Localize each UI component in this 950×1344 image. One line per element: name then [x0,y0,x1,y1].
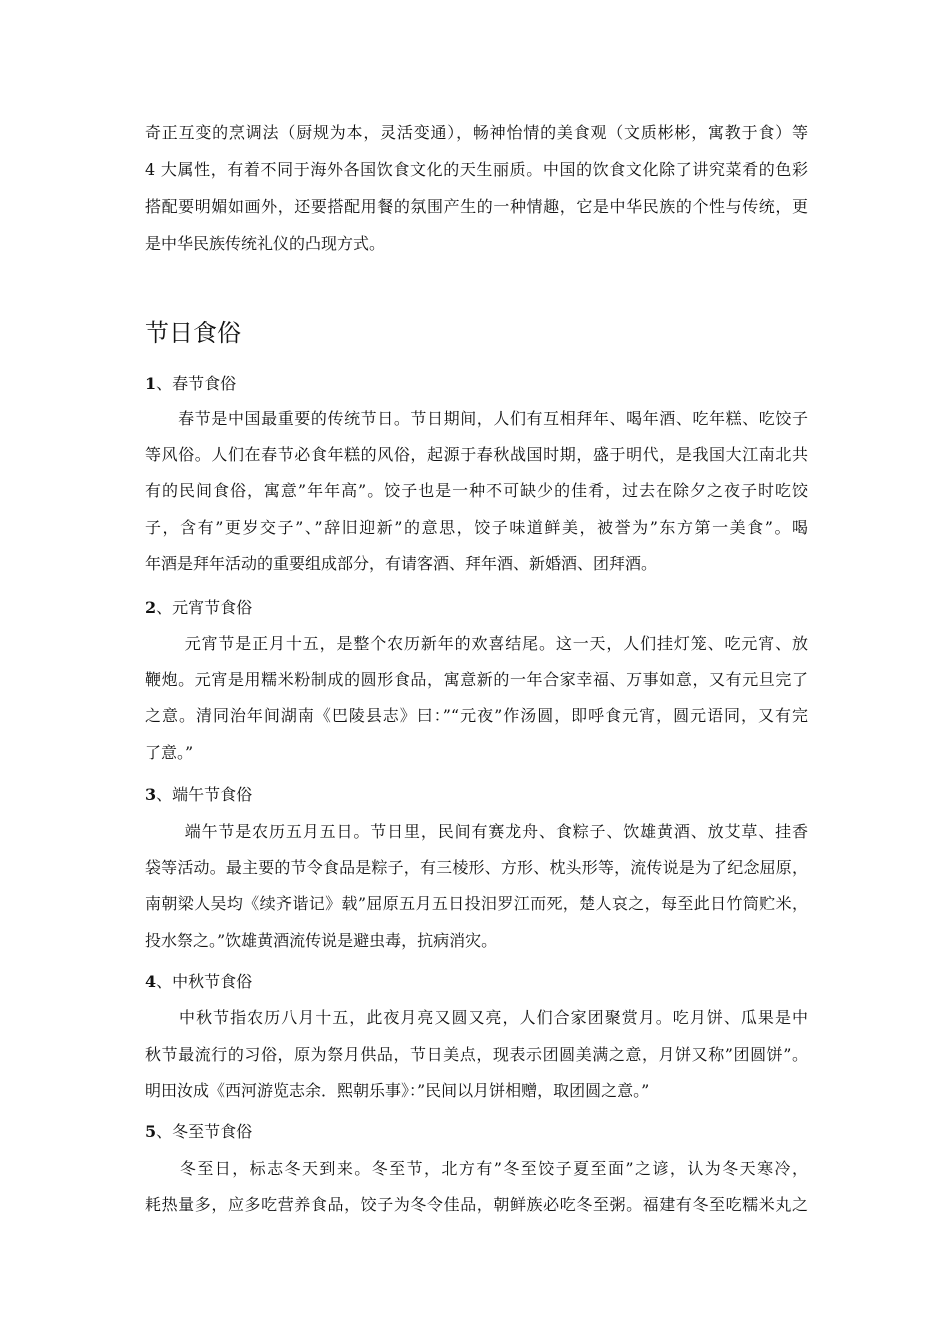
paragraph-line: 投水祭之。”饮雄黄酒流传说是避虫毒，抗病消灾。 [145,931,498,950]
item-heading [145,784,252,806]
item-title: 、元宵节食俗 [156,598,253,617]
paragraph-line: 了意。” [145,743,194,762]
item-title: 、春节食俗 [156,374,237,393]
intro-line: 4 大属性，有着不同于海外各国饮食文化的天生丽质。中国的饮食文化除了讲究菜肴的色彩 [145,160,808,179]
intro-line: 奇正互变的烹调法（厨规为本，灵活变通），畅神怡情的美食观（文质彬彬，寓教于食）等 [145,123,808,142]
intro-line: 搭配要明媚如画外，还要搭配用餐的氛围产生的一种情趣，它是中华民族的个性与传统，更 [145,197,808,216]
paragraph-line: 秋节最流行的习俗，原为祭月供品，节日美点，现表示团圆美满之意，月饼又称”团圆饼”。 [145,1045,808,1064]
paragraph-line: 中秋节指农历八月十五，此夜月亮又圆又亮，人们合家团聚赏月。吃月饼、瓜果是中 [145,1008,808,1027]
section-title: 节日食俗 [145,319,241,347]
paragraph-line: 耗热量多，应多吃营养食品，饺子为冬令佳品，朝鲜族必吃冬至粥。福建有冬至吃糯米丸之 [145,1195,808,1214]
item-heading [145,597,252,619]
paragraph-line: 之意。清同治年间湖南《巴陵县志》曰：”“元夜”作汤圆，即呼食元宵，圆元语同，又有完 [145,706,808,725]
item-number: 3 [145,785,157,804]
paragraph-line: 鞭炮。元宵是用糯米粉制成的圆形食品，寓意新的一年合家幸福、万事如意，又有元旦完了 [145,670,808,689]
paragraph-line: 年酒是拜年活动的重要组成部分，有请客酒、拜年酒、新婚酒、团拜酒。 [145,554,658,573]
paragraph-line: 明田汝成《西河游览志余．熙朝乐事》：”民间以月饼相赠，取团圆之意。” [145,1081,650,1100]
paragraph-line: 有的民间食俗，寓意”年年高”。饺子也是一种不可缺少的佳肴，过去在除夕之夜子时吃饺 [145,481,808,500]
paragraph-line: 端午节是农历五月五日。节日里，民间有赛龙舟、食粽子、饮雄黄酒、放艾草、挂香 [145,822,808,841]
paragraph-line: 冬至日，标志冬天到来。冬至节，北方有”冬至饺子夏至面”之谚，认为冬天寒冷， [145,1159,808,1178]
item-number: 5 [145,1122,157,1141]
intro-line: 是中华民族传统礼仪的凸现方式。 [145,234,386,253]
item-title: 、端午节食俗 [156,785,253,804]
paragraph-line: 南朝梁人吴均《续齐谐记》载”屈原五月五日投汨罗江而死，楚人哀之，每至此日竹筒贮米， [145,894,808,913]
item-title: 、中秋节食俗 [156,972,253,991]
paragraph-line: 袋等活动。最主要的节令食品是粽子，有三棱形、方形、枕头形等，流传说是为了纪念屈原， [145,858,808,877]
item-number: 1 [145,374,157,393]
item-heading [145,1121,252,1143]
paragraph-line: 春节是中国最重要的传统节日。节日期间，人们有互相拜年、喝年酒、吃年糕、吃饺子 [145,409,808,428]
paragraph-line: 子，含有”更岁交子”、”辞旧迎新”的意思，饺子味道鲜美，被誉为”东方第一美食”。喝 [145,518,808,537]
item-number: 4 [145,972,157,991]
item-number: 2 [145,598,157,617]
paragraph-line: 元宵节是正月十五，是整个农历新年的欢喜结尾。这一天，人们挂灯笼、吃元宵、放 [145,634,808,653]
paragraph-line: 等风俗。人们在春节必食年糕的风俗，起源于春秋战国时期，盛于明代，是我国大江南北共 [145,445,808,464]
item-heading [145,971,252,993]
item-title: 、冬至节食俗 [156,1122,253,1141]
item-heading [145,373,236,395]
